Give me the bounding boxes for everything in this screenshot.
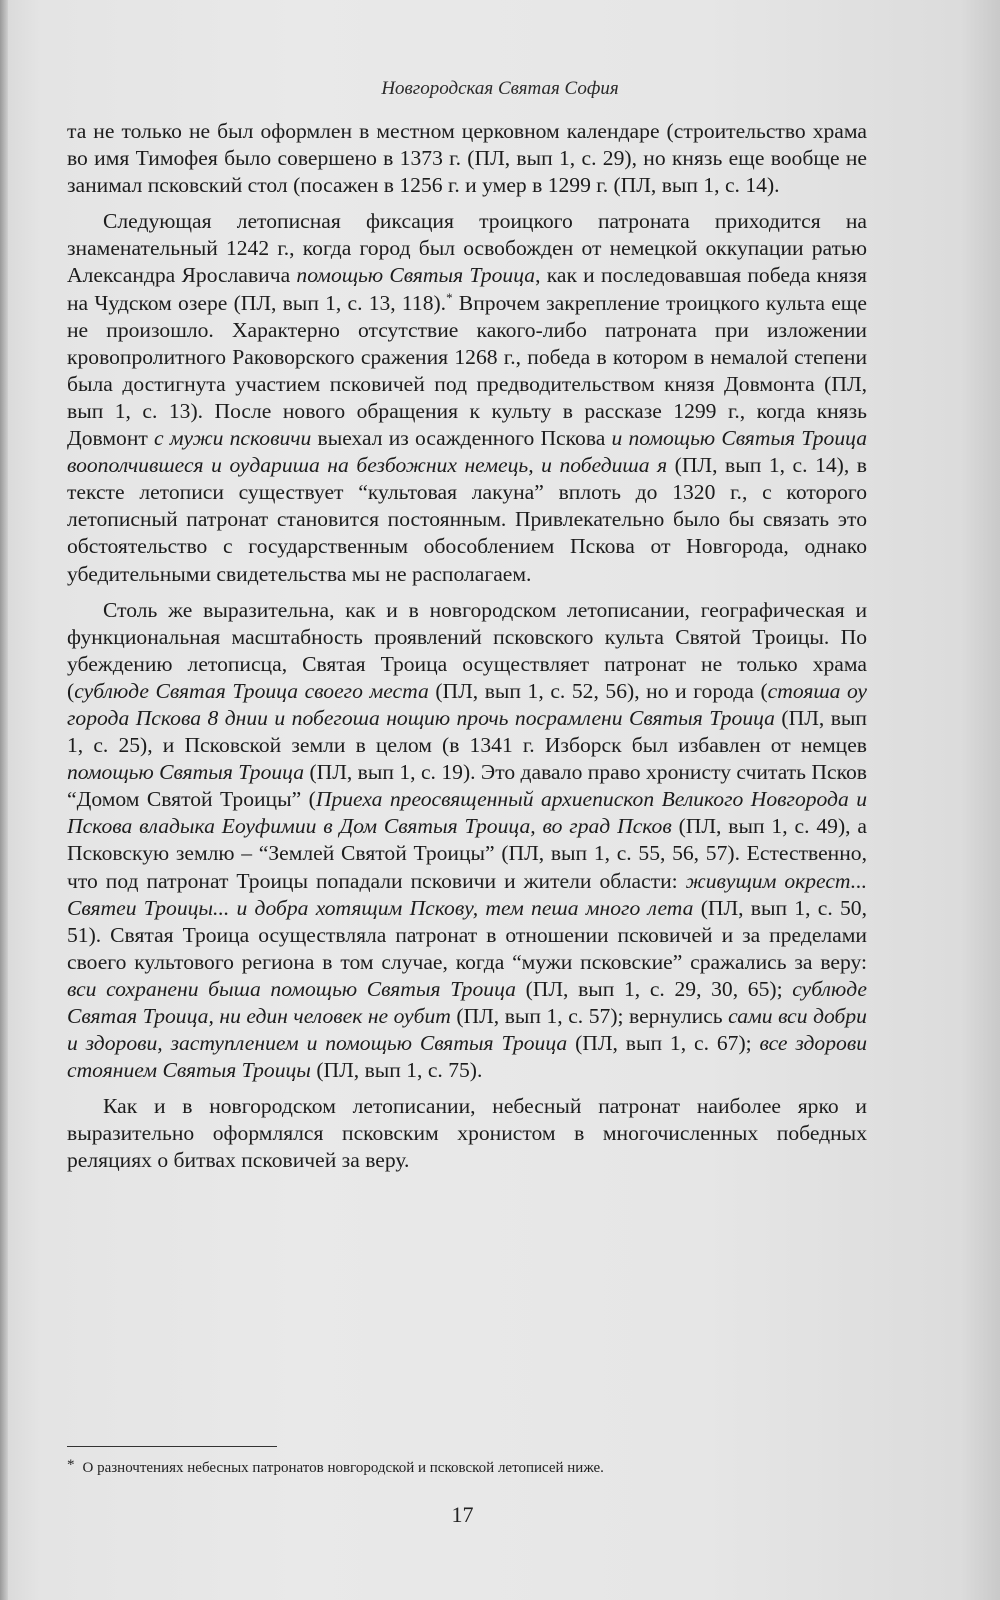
text-run: (ПЛ, вып 1, с. 49), а Псковскую землю – “Землей Святой Троицы” (ПЛ, вып 1, с. 55, 56, 57). Естественно, что под патронат Троицы попадали псковичи и жители области: (67, 814, 867, 893)
body-text (67, 118, 867, 1184)
italic-quote: живущим окрест... Святеи Троицы... и добра хотящим Пскову, тем пеша много лета (67, 868, 867, 920)
text-run: (ПЛ, вып 1, с. 67); (567, 1031, 760, 1056)
text-run: (ПЛ, вып 1, с. 19). Это давало право хронисту считать Псков “Домом Святой Троицы” ( (67, 760, 867, 812)
text-run: Впрочем закрепление троицкого культа еще не произошло. Характерно отсутствие какого-либо патроната при изложении кровопролитного Раковорского сражения 1268 г., победа в котором в немалой степени была достигнута участием псковичей под предводительством князя Довмонта (ПЛ, вып 1, с. 13). После нового обращения к культу в рассказе 1299 г., когда князь Довмонт (67, 290, 868, 451)
text-run: та не только не был оформлен в местном церковном календаре (строительство храма во имя Тимофея было совершено в 1373 г. (ПЛ, вып 1, с. 29), но князь еще вообще не занимал псковский стол (посажен в 1256 г. и умер в 1299 г. (ПЛ, вып 1, с. 14). (67, 119, 867, 198)
text-run: (ПЛ, вып 1, с. 29, 30, 65); (515, 976, 793, 1001)
paragraph (67, 118, 867, 199)
text-run: (ПЛ, вып 1, с. 75). (310, 1058, 483, 1083)
italic-quote: сублюде Святая Троица своего места (74, 678, 429, 703)
footnote-text: О разночтениях небесных патронатов новгородской и псковской летописей ниже. (82, 1460, 604, 1476)
text-run: Столь же выразительна, как и в новгородском летописании, географическая и функциональная масштабность проявлений псковского культа Святой Троицы. По убеждению летописца, Святая Троица осуществляет патронат не только храма ( (67, 597, 867, 703)
italic-quote: Приеха преосвященный архиепископ Великого Новгорода и Пскова владыка Еоуфимии в Дом Святыя Троица, во град Псков (67, 787, 868, 839)
page-gutter-shadow (0, 0, 8, 1600)
italic-quote: помощью Святыя Троица (67, 760, 305, 785)
italic-quote: помощью Святыя Троица (296, 263, 536, 288)
running-header: Новгородская Святая София (381, 78, 619, 99)
footnote-divider (67, 1446, 277, 1447)
footnote-mark: * (67, 1457, 75, 1473)
italic-quote: все здорови стоянием Святыя Троицы (67, 1031, 867, 1083)
footnote-ref: * (446, 289, 453, 305)
italic-quote: и помощью Святыя Троица воополчившеся и оудариша на безбожних немець, и победиша я (67, 426, 867, 478)
text-run: выехал из осажденного Пскова (311, 426, 612, 451)
italic-quote: сами вси добри и здорови, заступлением и помощью Святыя Троица (67, 1004, 867, 1056)
paragraph (67, 597, 867, 1085)
page-number: 17 (451, 1502, 474, 1527)
text-run: (ПЛ, вып 1, с. 52, 56), но и города ( (428, 678, 768, 703)
text-run: (ПЛ, вып 1, с. 57); вернулись (450, 1004, 729, 1028)
paragraph (67, 1093, 867, 1174)
text-run: (ПЛ, вып 1, с. 25), и Псковской земли в целом (в 1341 г. Изборск был избавлен от немцев (67, 705, 867, 758)
italic-quote: вси сохранени быша помощью Святыя Троица (67, 976, 516, 1001)
text-run: Следующая летописная фиксация троицкого патроната приходится на знаменательный 1242 г., когда город был освобожден от немецкой оккупации ратью Александра Ярославича (67, 209, 867, 288)
text-run: , как и последовавшая победа князя на Чудском озере (ПЛ, вып 1, с. 13, 118). (67, 263, 867, 315)
italic-quote: с мужи псковичи (153, 426, 312, 451)
paragraph (67, 208, 867, 587)
footnote (67, 1457, 867, 1477)
text-run: Как и в новгородском летописании, небесный патронат наиболее ярко и выразительно оформлялся псковским хронистом в многочисленных победных реляциях о битвах псковичей за веру. (67, 1094, 867, 1173)
italic-quote: сублюде Святая Троица, ни един человек не оубит (67, 976, 867, 1028)
text-run: (ПЛ, вып 1, с. 50, 51). Святая Троица осуществляла патронат в отношении псковичей и за пределами своего культового региона в том случае, когда “мужи псковские” сражались за веру: (67, 895, 867, 974)
text-run: (ПЛ, вып 1, с. 14), в тексте летописи существует “культовая лакуна” вплоть до 1320 г., с которого летописный патронат становится постоянным. Привлекательно было бы связать это обстоятельство с государственным обособлением Пскова от Новгорода, однако убедительными свидетельства мы не располагаем. (67, 453, 867, 586)
italic-quote: стояша оу города Пскова 8 днии и побегоша нощию прочь посрамлени Святыя Троица (67, 678, 867, 730)
